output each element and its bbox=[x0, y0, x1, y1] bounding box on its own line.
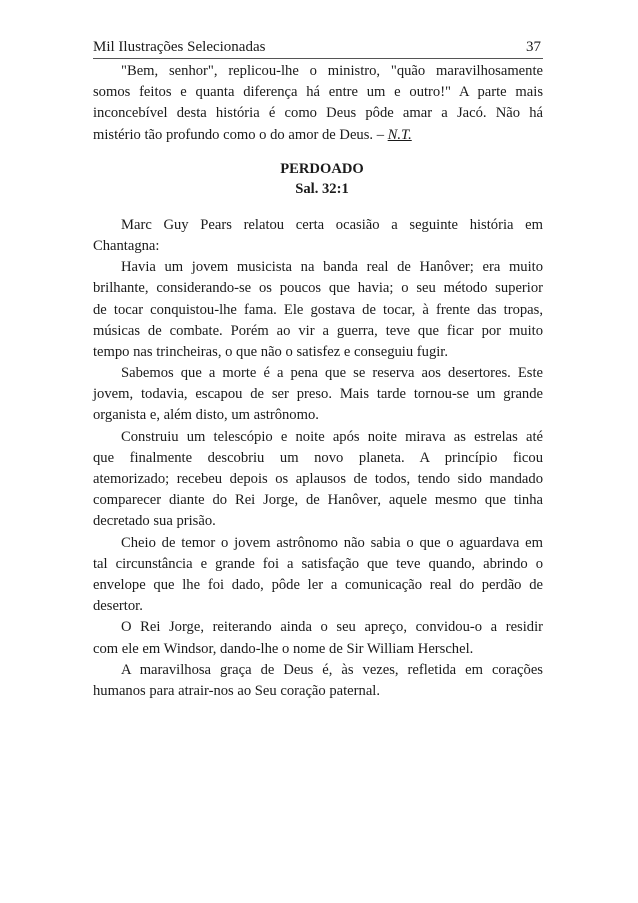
text-line: decretado sua prisão. bbox=[93, 513, 216, 530]
story-paragraph bbox=[93, 533, 543, 618]
story-paragraph bbox=[93, 257, 543, 363]
book-page bbox=[93, 36, 543, 702]
text-line: brilhante, considerando-se os poucos que havia; o seu método superior bbox=[93, 280, 543, 297]
text-line: somos feitos e quanta diferença há entre um e outro!" A parte mais bbox=[93, 84, 543, 101]
story-paragraph bbox=[93, 215, 543, 257]
text-line: Marc Guy Pears relatou certa ocasião a seguinte história em bbox=[121, 216, 543, 233]
text-line: Havia um jovem musicista na banda real de Hanôver; era muito bbox=[121, 259, 543, 276]
text-line: músicas de combate. Porém ao vir a guerra, teve que ficar por muito bbox=[93, 322, 543, 339]
book-title: Mil Ilustrações Selecionadas bbox=[93, 39, 266, 55]
text-line: humanos para atrair-nos ao Seu coração paternal. bbox=[93, 682, 380, 699]
story-paragraph bbox=[93, 617, 543, 659]
text-line: comparecer diante do Rei Jorge, de Hanôver, aquele mesmo que tinha bbox=[93, 492, 543, 509]
text-line: de tocar conquistou-lhe fama. Ele gostava de tocar, à frente das tropas, bbox=[93, 301, 543, 318]
text-line: desertor. bbox=[93, 598, 143, 615]
text-line: tempo nas trincheiras, o que não o satisfez e conseguiu fugir. bbox=[93, 343, 449, 360]
scripture-reference: Sal. 32:1 bbox=[295, 180, 349, 197]
text-line: Cheio de temor o jovem astrônomo não sabia o que o aguardava em bbox=[121, 534, 543, 551]
story-paragraph bbox=[93, 363, 543, 427]
story-paragraph bbox=[93, 660, 543, 702]
story-paragraph bbox=[93, 427, 543, 533]
section-heading bbox=[93, 159, 543, 199]
page-number: 37 bbox=[526, 39, 541, 55]
text-line: tal circunstância e grande foi a satisfação que teve quando, abrindo o bbox=[93, 555, 543, 572]
text-line bbox=[93, 125, 543, 146]
text-line: que finalmente descobriu um novo planeta. A princípio ficou bbox=[93, 449, 543, 466]
text-line: organista e, além disto, um astrônomo. bbox=[93, 407, 319, 424]
text-line: jovem, todavia, escapou de ser preso. Mais tarde tornou-se um grande bbox=[93, 386, 543, 403]
text-line: com ele em Windsor, dando-lhe o nome de Sir William Herschel. bbox=[93, 640, 474, 657]
text-line: envelope que lhe foi dado, pôde ler a comunicação real do perdão de bbox=[93, 576, 543, 593]
text-line: A maravilhosa graça de Deus é, às vezes, refletida em corações bbox=[121, 661, 543, 678]
intro-paragraph bbox=[93, 61, 543, 146]
text-line: Chantagna: bbox=[93, 237, 160, 254]
text-line: inconcebível desta história é como Deus pôde amar a Jacó. Não há bbox=[93, 105, 543, 122]
author-signature: N.T. bbox=[387, 126, 412, 143]
text-line: Sabemos que a morte é a pena que se reserva aos desertores. Este bbox=[121, 365, 543, 382]
text-line: O Rei Jorge, reiterando ainda o seu apreço, convidou-o a residir bbox=[121, 619, 543, 636]
section-title: PERDOADO bbox=[280, 160, 364, 177]
text-line-content: mistério tão profundo como o do amor de Deus. – bbox=[93, 126, 388, 143]
text-line: Construiu um telescópio e noite após noite mirava as estrelas até bbox=[121, 428, 543, 445]
page-body bbox=[93, 61, 543, 702]
text-line: "Bem, senhor", replicou-lhe o ministro, "quão maravilhosamente bbox=[121, 63, 543, 79]
running-header bbox=[93, 36, 543, 59]
text-line: atemorizado; recebeu depois os aplausos de todos, tendo sido mandado bbox=[93, 471, 543, 487]
